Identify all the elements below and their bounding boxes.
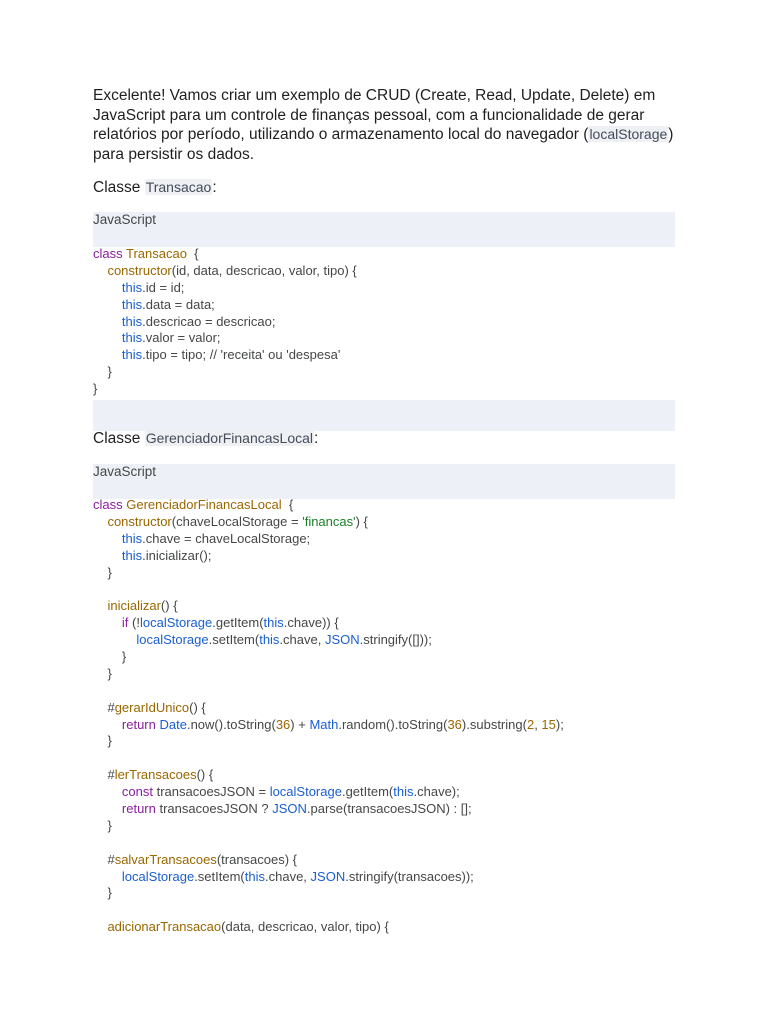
code-language-label: JavaScript (93, 212, 157, 227)
code-line (93, 364, 357, 381)
code-token: .inicializar(); (142, 547, 212, 563)
code-token: (transacoes) { (216, 851, 298, 867)
code-token: () { (160, 598, 178, 614)
code-language-bar (93, 464, 675, 499)
code-token: Date (159, 716, 187, 732)
code-line (93, 666, 564, 683)
code-line (93, 514, 564, 531)
code-line (93, 280, 357, 297)
code-line (93, 869, 564, 886)
code-token: } (93, 381, 98, 397)
code-token: this (121, 313, 143, 329)
code-token (93, 531, 122, 546)
code-token: adicionarTransacao (107, 919, 222, 935)
code-token: 15 (541, 716, 556, 732)
code-line (93, 750, 564, 767)
code-token: } (93, 649, 127, 665)
code-token: .stringify([])); (359, 632, 432, 648)
code-token (93, 784, 122, 799)
code-token: constructor (107, 513, 172, 529)
code-token (93, 330, 122, 345)
code-token: inicializar (107, 598, 161, 614)
code-token: (! (128, 615, 140, 631)
code-token: salvarTransacoes (114, 851, 217, 867)
code-line (93, 581, 564, 598)
code-token (93, 263, 107, 278)
code-token: .descricao = descricao; (142, 313, 276, 329)
code-line (93, 314, 357, 331)
code-token: this (121, 330, 143, 346)
code-token: .chave = chaveLocalStorage; (142, 530, 311, 546)
code-token (93, 869, 122, 884)
code-token (93, 919, 107, 934)
code-token (93, 314, 122, 329)
code-token: this (121, 296, 143, 312)
code-token (93, 632, 136, 647)
code-line (93, 902, 564, 919)
code-token: 36 (447, 716, 462, 732)
code-token: # (93, 699, 115, 715)
code-line (93, 598, 564, 615)
code-token: constructor (107, 262, 172, 278)
code-token: # (93, 767, 115, 783)
code-token: JSON (310, 868, 346, 884)
code-token: this (121, 547, 143, 563)
intro-text-end: ) para persistir os dados. (93, 126, 674, 163)
code-token (93, 297, 122, 312)
heading-prefix: Classe (93, 430, 145, 447)
code-token: .data = data; (142, 296, 215, 312)
code-line (93, 835, 564, 852)
code-token (93, 598, 107, 613)
code-token: localStorage (136, 632, 209, 648)
code-line (93, 497, 564, 514)
code-token (93, 801, 122, 816)
code-token: { (186, 246, 199, 261)
code-token: if (121, 615, 129, 631)
code-token (93, 347, 122, 362)
code-token: .random().toString( (338, 716, 448, 732)
code-token: .tipo = tipo; // 'receita' ou 'despesa' (142, 347, 341, 363)
code-token: (data, descricao, valor, tipo) { (221, 919, 389, 935)
code-line (93, 531, 564, 548)
code-line (93, 733, 564, 750)
heading-suffix: : (212, 179, 217, 196)
code-token: JSON (272, 801, 307, 817)
intro-text: Excelente! Vamos criar um exemplo de CRUD (Create, Read, Update, Delete) em JavaScript para um controle de finanças pessoal, com a funcionalidade de gerar relatórios por período, utilizando o armazenamento local do navegador ( (93, 87, 656, 143)
code-token: return (121, 716, 160, 732)
code-token: gerarIdUnico (114, 699, 190, 715)
code-line (93, 615, 564, 632)
code-token: GerenciadorFinancasLocal (126, 497, 282, 512)
code-token: ).substring( (461, 716, 527, 732)
code-line (93, 347, 357, 364)
code-token: this (263, 615, 284, 631)
heading-code: GerenciadorFinancasLocal (145, 430, 314, 446)
code-token: .valor = valor; (142, 330, 221, 346)
code-line (93, 330, 357, 347)
code-token: } (93, 665, 112, 681)
code-token: this (121, 279, 143, 295)
code-block-transacao (93, 246, 357, 398)
code-block-footer (93, 400, 675, 431)
code-token: .parse(transacoesJSON) : []; (306, 801, 472, 817)
code-block-gerenciador (93, 497, 564, 936)
code-token: ); (555, 716, 564, 732)
heading-suffix: : (314, 430, 319, 447)
code-line (93, 818, 564, 835)
code-line (93, 885, 564, 902)
code-token: localStorage (269, 784, 342, 800)
code-token: } (93, 885, 112, 901)
code-token: .id = id; (142, 279, 185, 295)
code-token: localStorage (139, 615, 213, 631)
code-line (93, 767, 564, 784)
code-line (93, 246, 357, 263)
code-token: .setItem( (208, 632, 260, 648)
code-token: 'financas' (302, 513, 356, 529)
section-heading-transacao (93, 177, 217, 198)
code-line (93, 717, 564, 734)
code-token: lerTransacoes (114, 767, 197, 783)
section-heading-gerenciador (93, 428, 318, 449)
code-token: class (93, 246, 126, 261)
code-token: .chave)) { (283, 615, 339, 631)
code-token (93, 717, 122, 732)
code-line (93, 548, 564, 565)
code-token: const (121, 784, 153, 800)
code-token: () { (189, 699, 206, 715)
code-token: this (393, 784, 414, 800)
code-token: transacoesJSON ? (155, 801, 273, 817)
code-token: } (93, 364, 112, 380)
code-line (93, 683, 564, 700)
inline-code-localstorage: localStorage (589, 126, 668, 142)
code-line (93, 263, 357, 280)
heading-prefix: Classe (93, 179, 145, 196)
code-token (93, 514, 107, 529)
code-language-label: JavaScript (93, 464, 157, 479)
code-line (93, 632, 564, 649)
code-token: .chave); (413, 784, 460, 800)
code-token: 36 (275, 716, 291, 732)
code-token: this (244, 868, 265, 884)
code-token: 2 (526, 716, 535, 732)
code-token: .now().toString( (186, 716, 276, 732)
code-line (93, 381, 357, 398)
code-token (93, 615, 122, 630)
code-token: .chave, (279, 632, 325, 648)
code-token: return (121, 801, 156, 817)
code-token: this (259, 632, 280, 648)
code-token (93, 548, 122, 563)
code-token: JSON (324, 632, 360, 648)
code-token: } (93, 733, 112, 749)
code-token (93, 280, 122, 295)
code-token: transacoesJSON = (152, 784, 270, 800)
code-token: { (281, 497, 294, 512)
code-token: this (121, 347, 143, 363)
code-line (93, 784, 564, 801)
code-token: class (93, 497, 127, 512)
code-token: localStorage (121, 868, 195, 884)
code-token: ) { (355, 513, 368, 529)
code-token: ) + (290, 716, 310, 732)
code-token: Math (309, 716, 339, 732)
code-token: () { (196, 767, 214, 783)
code-token: .chave, (265, 868, 311, 884)
heading-code: Transacao (145, 179, 212, 195)
code-token: .getItem( (212, 615, 264, 631)
code-line (93, 700, 564, 717)
code-token: .getItem( (341, 784, 394, 800)
code-token: .setItem( (194, 868, 245, 884)
code-line (93, 565, 564, 582)
code-token: } (93, 817, 112, 833)
code-line (93, 801, 564, 818)
code-line (93, 852, 564, 869)
code-token: this (121, 530, 143, 546)
code-token: # (93, 851, 115, 867)
code-token: .stringify(transacoes)); (345, 868, 474, 884)
code-line (93, 919, 564, 936)
code-token: , (534, 716, 542, 732)
code-token: (chaveLocalStorage = (171, 513, 303, 529)
code-line (93, 297, 357, 314)
intro-paragraph (93, 86, 683, 164)
code-token: } (93, 564, 112, 580)
code-token: (id, data, descricao, valor, tipo) { (171, 262, 357, 278)
code-line (93, 649, 564, 666)
code-language-bar (93, 212, 675, 247)
code-token: Transacao (126, 246, 187, 261)
